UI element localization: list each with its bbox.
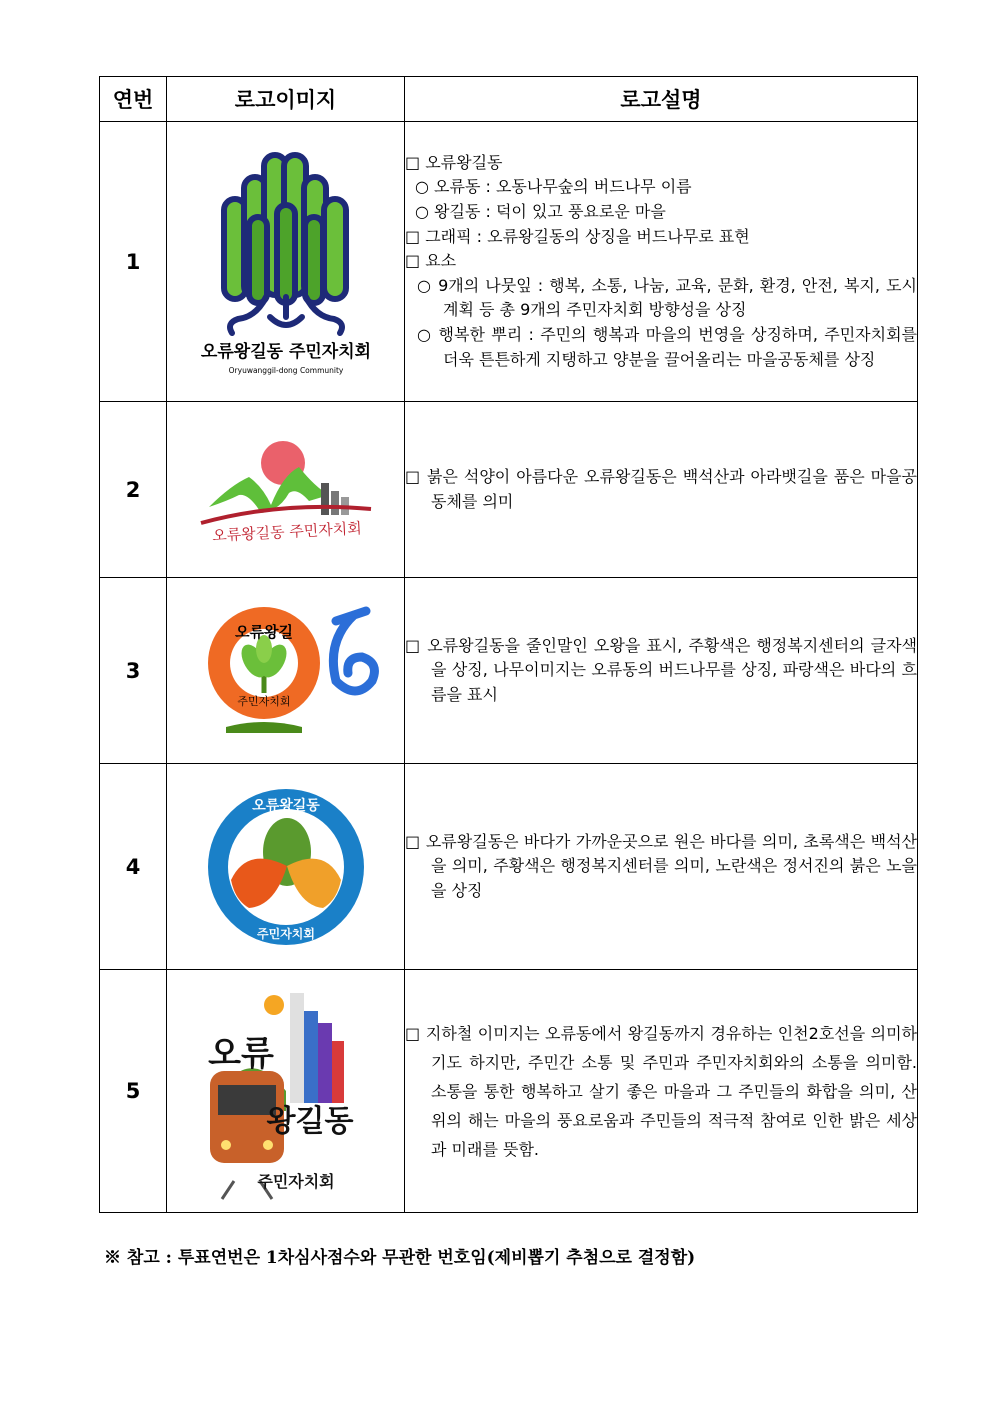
- logo-cell: [167, 578, 405, 764]
- logo-5-subway-image: [186, 981, 386, 1201]
- header-description: 로고설명: [405, 77, 918, 122]
- logo-description: [405, 970, 918, 1213]
- logo-1-subtitle: Oryuwanggil-dong Community: [228, 365, 343, 375]
- logo-5-text-3: 주민자치회: [256, 1172, 335, 1191]
- logo-description: [405, 764, 918, 970]
- logo-table: [99, 76, 918, 1213]
- description-line: ○ 왕길동 : 덕이 있고 풍요로운 마을: [415, 202, 666, 222]
- description-line: □ 오류왕길동을 줄인말인 오왕을 표시, 주황색은 행정복지센터의 글자색을 상징, 나무이미지는 오류동의 버드나무를 상징, 파랑색은 바다의 흐름을 표시: [405, 635, 917, 704]
- logo-4-top-text: 오류왕길동: [251, 797, 320, 814]
- description-line: ○ 행복한 뿌리 : 주민의 행복과 마을의 번영을 상징하며, 주민자치회를 더욱 튼튼하게 지탱하고 양분을 끌어올리는 마을공동체를 상징: [417, 324, 917, 369]
- description-line: □ 그래픽 : 오류왕길동의 상징을 버드나무로 표현: [405, 226, 750, 246]
- header-no: 연번: [100, 77, 167, 122]
- table-header-row: [100, 77, 918, 122]
- description-line: ○ 9개의 나뭇잎 : 행복, 소통, 나눔, 교육, 문화, 환경, 안전, 복지, 도시계획 등 총 9개의 주민자치회 방향성을 상징: [417, 275, 917, 320]
- table-row: [100, 764, 918, 970]
- table-row: [100, 122, 918, 402]
- row-number: 3: [100, 578, 167, 764]
- row-number: 5: [100, 970, 167, 1213]
- table-row: [100, 578, 918, 764]
- description-line: □ 오류왕길동은 바다가 가까운곳으로 원은 바다를 의미, 초록색은 백석산을 의미, 주황색은 행정복지센터를 의미, 노란색은 정서진의 붉은 노을을 상징: [405, 831, 917, 900]
- row-number: 4: [100, 764, 167, 970]
- logo-4-circle-image: [201, 782, 371, 952]
- description-line: □ 지하철 이미지는 오류동에서 왕길동까지 경유하는 인천2호선을 의미하기도 하지만, 주민간 소통 및 주민과 주민자치회와의 소통을 의미함. 소통을 통한 행복하고 살기 좋은 마을과 그 주민들의 화합을 의미, 산 위의 해는 마을의 풍요로움과 주민들의 적극적 참여로 인한 밝은 세상과 미래를 뜻함.: [405, 1023, 917, 1159]
- logo-3-top-text: 오류왕길: [234, 622, 293, 641]
- logo-cell: [167, 764, 405, 970]
- logo-2-title: 오류왕길동 주민자치회: [211, 518, 362, 545]
- description-line: □ 요소: [405, 251, 457, 271]
- logo-cell: [167, 970, 405, 1213]
- logo-cell: [167, 122, 405, 402]
- logo-1-title: 오류왕길동 주민자치회: [200, 341, 371, 362]
- logo-description: [405, 402, 918, 578]
- footnote: ※ 참고 : 투표연번은 1차심사점수와 무관한 번호임(제비뽑기 추첨으로 결정함): [104, 1248, 696, 1268]
- logo-description: [405, 578, 918, 764]
- description-line: □ 오류왕길동: [405, 152, 503, 172]
- table-row: [100, 402, 918, 578]
- logo-description: [405, 122, 918, 402]
- logo-cell: [167, 402, 405, 578]
- row-number: 2: [100, 402, 167, 578]
- description-line: □ 붉은 석양이 아름다운 오류왕길동은 백석산과 아라뱃길을 품은 마을공동체를 의미: [405, 466, 917, 511]
- row-number: 1: [100, 122, 167, 402]
- logo-5-text-2: 왕길동: [266, 1104, 353, 1139]
- table-row: [100, 970, 918, 1213]
- logo-1-willow-image: [186, 147, 386, 377]
- header-image: 로고이미지: [167, 77, 405, 122]
- logo-4-bottom-text: 주민자치회: [256, 926, 315, 941]
- logo-3-owang-image: [186, 601, 386, 741]
- description-line: ○ 오류동 : 오동나무숲의 버드나무 이름: [415, 177, 692, 197]
- logo-2-sunset-mountain-image: [191, 435, 381, 545]
- logo-3-bottom-text: 주민자치회: [236, 694, 291, 708]
- logo-5-text-1: 오류: [207, 1034, 274, 1074]
